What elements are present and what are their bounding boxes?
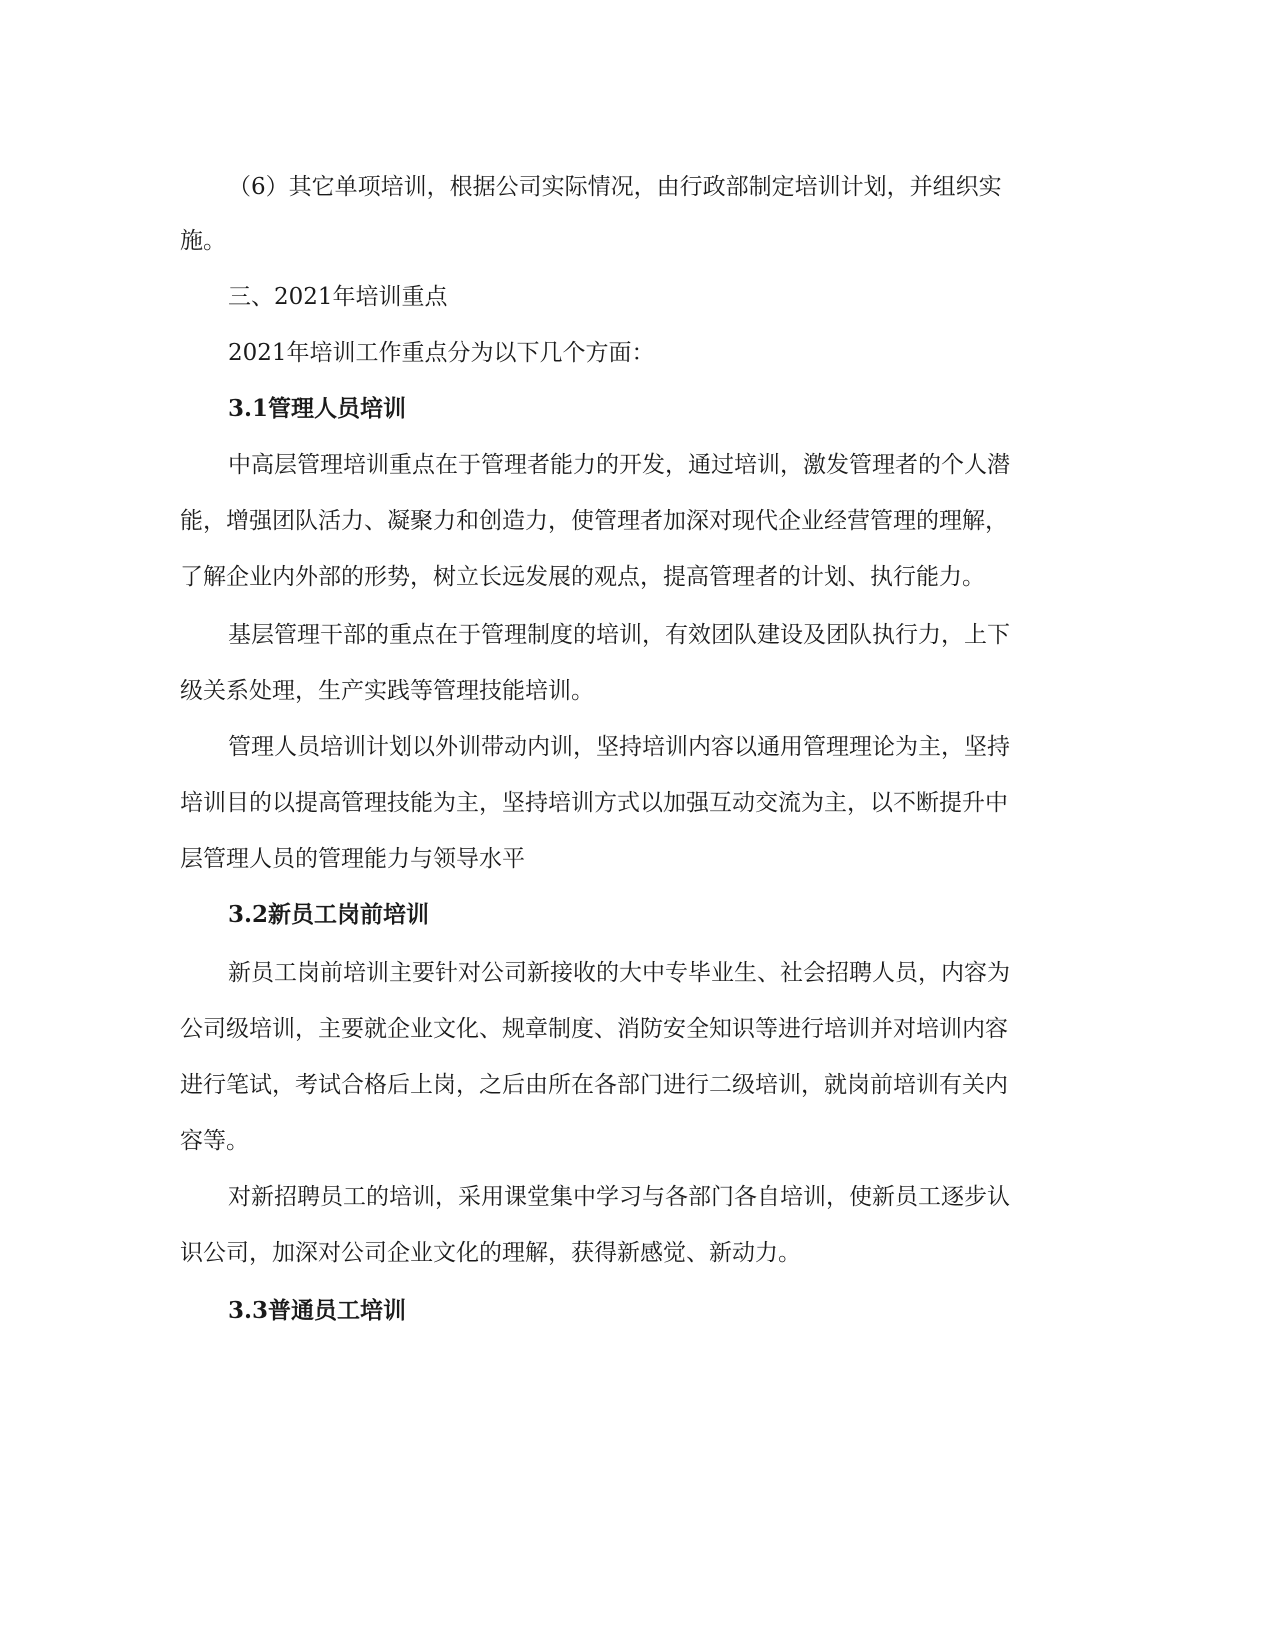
paragraph-line: 进行笔试，考试合格后上岗，之后由所在各部门进行二级培训，就岗前培训有关内 <box>180 1072 1008 1098</box>
paragraph-line: （6）其它单项培训，根据公司实际情况，由行政部制定培训计划，并组织实 <box>228 174 1002 200</box>
paragraph-line: 施。 <box>180 228 226 254</box>
paragraph-line: 中高层管理培训重点在于管理者能力的开发，通过培训，激发管理者的个人潜 <box>228 452 1010 478</box>
paragraph-line: 对新招聘员工的培训，采用课堂集中学习与各部门各自培训，使新员工逐步认 <box>228 1184 1010 1210</box>
paragraph-line: 基层管理干部的重点在于管理制度的培训，有效团队建设及团队执行力，上下 <box>228 622 1010 648</box>
subsection-heading: 3.2新员工岗前培训 <box>228 901 430 928</box>
paragraph-line: 2021年培训工作重点分为以下几个方面： <box>228 340 655 366</box>
paragraph-line: 了解企业内外部的形势，树立长远发展的观点，提高管理者的计划、执行能力。 <box>180 564 985 590</box>
subsection-heading: 3.3普通员工培训 <box>228 1297 407 1324</box>
paragraph-line: 容等。 <box>180 1128 249 1154</box>
paragraph-line: 管理人员培训计划以外训带动内训，坚持培训内容以通用管理理论为主，坚持 <box>228 734 1010 760</box>
paragraph-line: 能，增强团队活力、凝聚力和创造力，使管理者加深对现代企业经营管理的理解， <box>180 508 1008 534</box>
paragraph-line: 级关系处理，生产实践等管理技能培训。 <box>180 678 594 704</box>
paragraph-line: 识公司，加深对公司企业文化的理解，获得新感觉、新动力。 <box>180 1240 801 1266</box>
paragraph-line: 新员工岗前培训主要针对公司新接收的大中专毕业生、社会招聘人员，内容为 <box>228 960 1010 986</box>
paragraph-line: 公司级培训，主要就企业文化、规章制度、消防安全知识等进行培训并对培训内容 <box>180 1016 1008 1042</box>
section-title: 三、2021年培训重点 <box>228 284 448 310</box>
subsection-heading: 3.1管理人员培训 <box>228 395 407 422</box>
paragraph-line: 层管理人员的管理能力与领导水平 <box>180 846 525 872</box>
paragraph-line: 培训目的以提高管理技能为主，坚持培训方式以加强互动交流为主，以不断提升中 <box>180 790 1008 816</box>
